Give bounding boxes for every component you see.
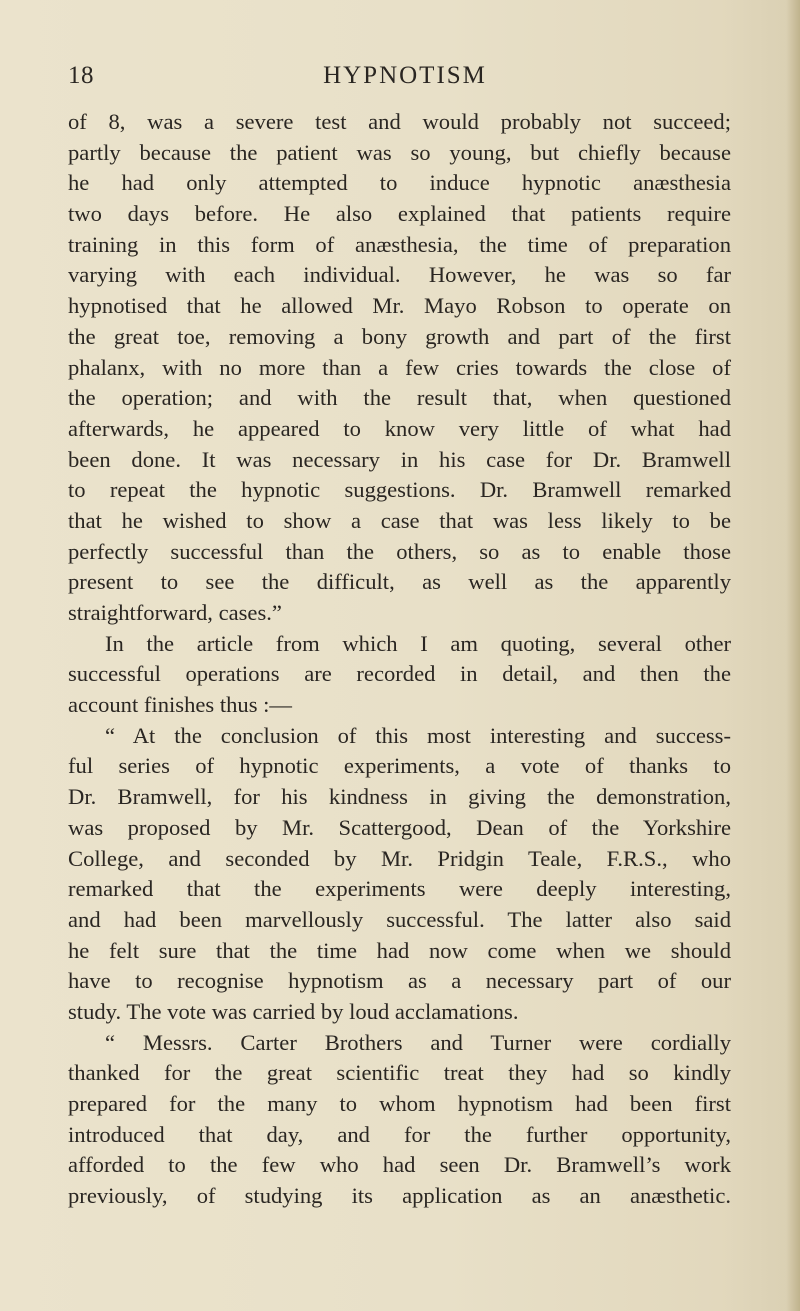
running-title: HYPNOTISM — [323, 62, 487, 89]
text-line: varying with each individual. However, he was so far — [68, 262, 731, 288]
page-edge-shadow — [786, 0, 800, 1311]
text-line: he felt sure that the time had now come when we should — [68, 937, 731, 963]
text-line: perfectly successful than the others, so as to enable those — [68, 538, 731, 564]
text-line: thanked for the great scientific treat they had so kindly — [68, 1060, 731, 1086]
text-line: phalanx, with no more than a few cries towards the close of — [68, 354, 731, 380]
text-line: training in this form of anæsthesia, the time of preparation — [68, 231, 731, 257]
text-line: previously, of studying its application as an anæsthetic. — [68, 1183, 731, 1209]
text-line: of 8, was a severe test and would probably not succeed; — [68, 109, 731, 134]
text-line: hypnotised that he allowed Mr. Mayo Robson to operate on — [68, 293, 731, 319]
page-number: 18 — [68, 62, 94, 89]
text-line: introduced that day, and for the further opportunity, — [68, 1121, 731, 1147]
text-line: study. The vote was carried by loud acclamations. — [68, 998, 519, 1024]
text-line: ful series of hypnotic experiments, a vote of thanks to — [68, 753, 731, 779]
text-line: have to recognise hypnotism as a necessary part of our — [68, 968, 731, 994]
text-line: the great toe, removing a bony growth and part of the first — [68, 323, 731, 349]
text-line: and had been marvellously successful. The latter also said — [68, 906, 731, 932]
text-line: to repeat the hypnotic suggestions. Dr. Bramwell remarked — [68, 477, 731, 503]
text-line: he had only attempted to induce hypnotic anæsthesia — [68, 170, 731, 196]
body-text — [68, 107, 731, 1212]
text-line: partly because the patient was so young, but chiefly because — [68, 139, 731, 165]
running-head — [0, 62, 800, 92]
text-line: College, and seconded by Mr. Pridgin Teale, F.R.S., who — [68, 845, 731, 871]
text-line: afforded to the few who had seen Dr. Bramwell’s work — [68, 1152, 731, 1178]
text-line: Dr. Bramwell, for his kindness in giving the demonstration, — [68, 784, 731, 810]
text-line: “ At the conclusion of this most interesting and success- — [105, 722, 731, 748]
text-line: was proposed by Mr. Scattergood, Dean of the Yorkshire — [68, 814, 731, 840]
text-line: that he wished to show a case that was less likely to be — [68, 507, 731, 533]
text-line: In the article from which I am quoting, several other — [105, 630, 731, 656]
text-line: “ Messrs. Carter Brothers and Turner were cordially — [105, 1029, 731, 1055]
text-line: prepared for the many to whom hypnotism had been first — [68, 1091, 731, 1116]
text-line: two days before. He also explained that patients require — [68, 201, 731, 227]
text-line: straightforward, cases.” — [68, 600, 282, 625]
text-line: the operation; and with the result that, when questioned — [68, 385, 731, 411]
text-line: successful operations are recorded in detail, and then the — [68, 661, 731, 687]
text-line: account finishes thus :— — [68, 692, 293, 718]
text-line: present to see the difficult, as well as the apparently — [68, 569, 731, 595]
text-line: remarked that the experiments were deeply interesting, — [68, 876, 731, 902]
text-line: afterwards, he appeared to know very little of what had — [68, 415, 731, 441]
text-line: been done. It was necessary in his case for Dr. Bramwell — [68, 446, 731, 472]
